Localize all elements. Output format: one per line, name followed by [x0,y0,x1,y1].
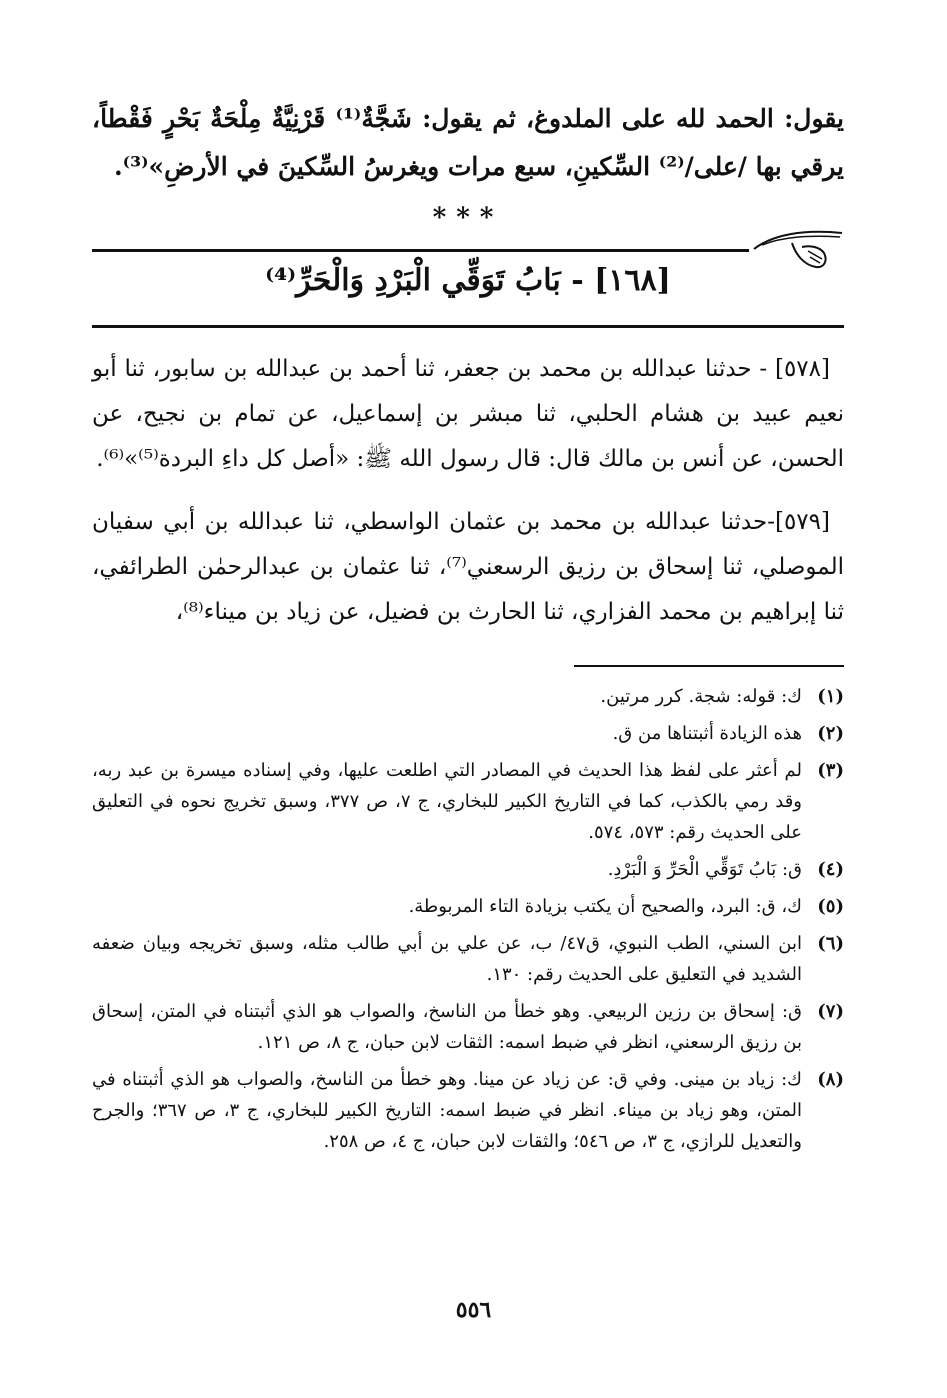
section-separator: *** [432,203,504,233]
page-body [92,95,844,1163]
page-number: ٥٥٦ [455,1297,492,1323]
chapter-rule-top [92,249,749,252]
footnote-item: (٦) ابن السني، الطب النبوي، ق٤٧/ ب، عن علي بن أبي طالب مثله، وسبق تخريجه وبيان ضعفه الشديد في التعليق على الحديث رقم: ١٣٠. [92,933,844,985]
chapter-title: [١٦٨] - بَابُ تَوَقِّي الْبَرْدِ وَالْحَرِّ⁽⁴⁾ [265,263,671,298]
hadith-579: [٥٧٩]-حدثنا عبدالله بن محمد بن عثمان الواسطي، ثنا عبدالله بن أبي سفيان الموصلي، ثنا إسحاق بن رزيق الرسعني⁽⁷⁾، ثنا عثمان بن عبدالرحمٰن الطرائفي، ثنا إبراهيم بن محمد الفزاري، ثنا الحارث بن فضيل، عن زياد بن ميناء⁽⁸⁾، [92,509,844,625]
footnote-item: (٥) ك، ق: البرد، والصحيح أن يكتب بزيادة التاء المربوطة. [408,896,844,917]
footnote-item: (٢) هذه الزيادة أثبتناها من ق. [612,723,844,744]
footnote-item: (٨) ك: زياد بن مينى. وفي ق: عن زياد عن مينا. وهو خطأ من الناسخ، والصواب هو الذي أثبتناه في المتن، وهو زياد بن ميناء. انظر في ضبط اسمه: التاريخ الكبير للبخاري، ج ٣، ص ٣٦٧؛ والجرح والتعديل للرازي، ج ٣، ص ٥٤٦؛ والثقات لابن حبان، ج ٤، ص ٢٥٨. [92,1069,844,1152]
footnote-divider [574,665,844,669]
footnote-item: (٤) ق: بَابُ تَوَقِّي الْحَرِّ وَ الْبَرْدِ. [607,859,844,880]
footnotes-list [92,681,844,1157]
footnote-item: (١) ك: قوله: شجة. كرر مرتين. [600,686,844,707]
footnote-item: (٣) لم أعثر على لفظ هذا الحديث في المصادر التي اطلعت عليها، وفي إسناده ميسرة بن عبد ربه، وقد رمي بالكذب، كما في التاريخ الكبير للبخاري، ج ٧، ص ٣٧٧، وسبق تخريج نحوه في التعليق على الحديث رقم: ٥٧٣، ٥٧٤. [92,760,844,843]
hadith-578: [٥٧٨] - حدثنا عبدالله بن محمد بن جعفر، ثنا أحمد بن عبدالله بن سابور، ثنا أبو نعيم عبيد بن هشام الحلبي، ثنا مبشر بن إسماعيل، عن تمام بن نجيح، عن الحسن، عن أنس بن مالك قال: قال رسول الله ﷺ: «أصل كل داءِ البردة⁽⁵⁾»⁽⁶⁾. [92,356,844,472]
footnote-item: (٧) ق: إسحاق بن رزين الربيعي. وهو خطأ من الناسخ، والصواب هو الذي أثبتناه في المتن، إسحاق بن رزيق الرسعني، انظر في ضبط اسمه: الثقات لابن حبان، ج ٨، ص ١٢١. [92,1001,844,1053]
chapter-header [92,241,844,327]
intro-paragraph: يقول: الحمد لله على الملدوغ، ثم يقول: شَجَّةٌ⁽¹⁾ قَرْنِيَّةٌ مِلْحَةٌ بَحْرٍ فَقْطاً، يرقي بها /على/⁽²⁾ السِّكينِ، سبع مرات ويغرسُ السِّكينَ في الأرضِ»⁽³⁾. [92,104,844,181]
chapter-rule-bottom [92,325,844,328]
